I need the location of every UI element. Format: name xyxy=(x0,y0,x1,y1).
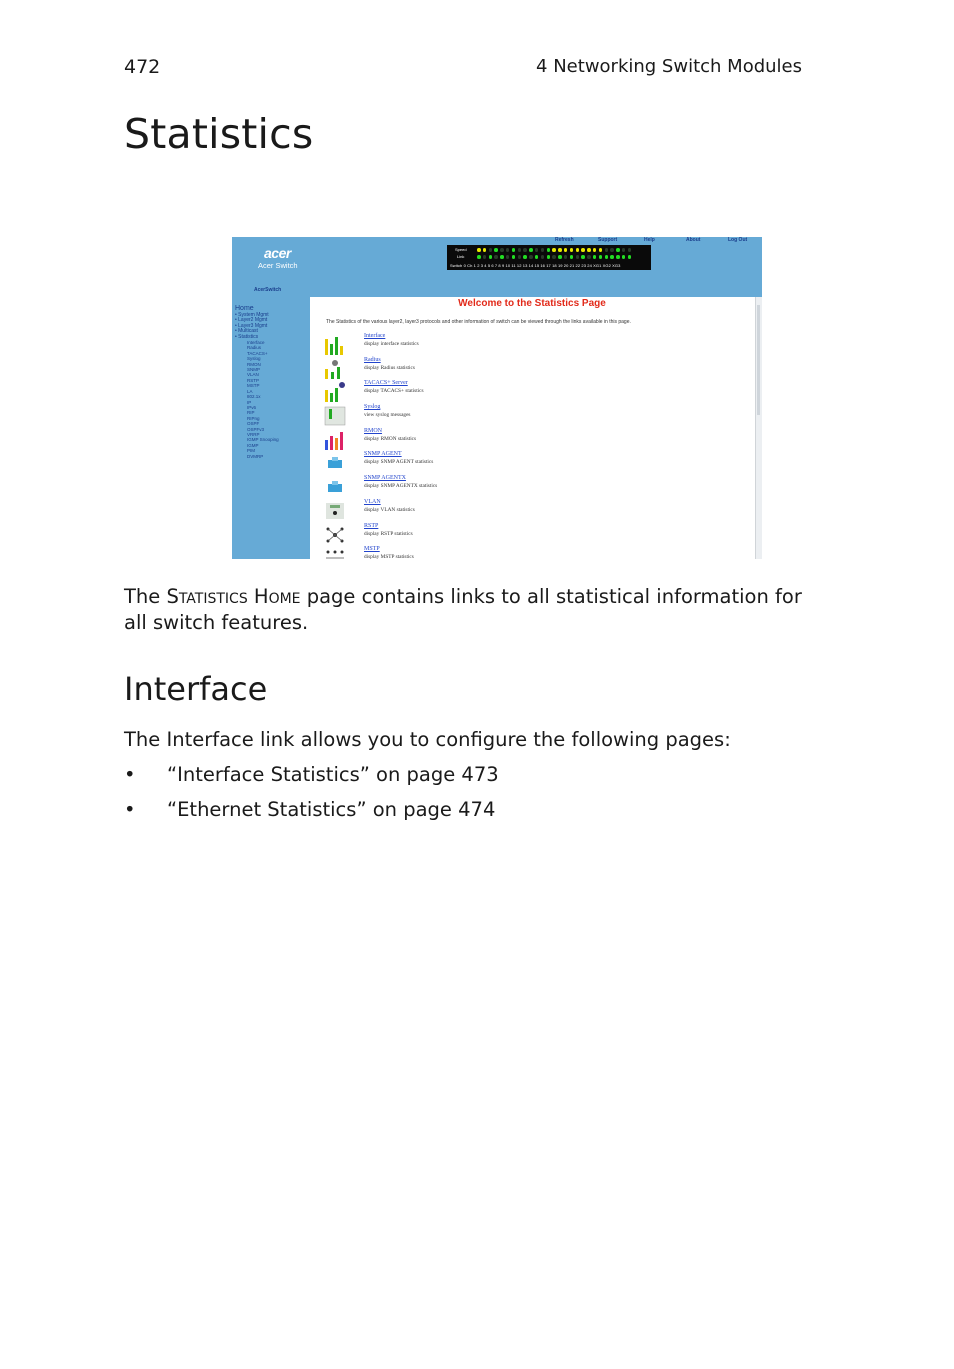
port-led xyxy=(628,248,632,252)
port-led xyxy=(570,248,574,252)
p1-text-a: The xyxy=(124,585,167,608)
port-led xyxy=(605,255,609,259)
sidebar-title: AcerSwitch xyxy=(254,287,282,293)
port-led xyxy=(570,255,574,259)
port-led xyxy=(576,248,580,252)
stat-link[interactable]: TACACS+ Server xyxy=(364,380,408,387)
port-led xyxy=(477,248,481,252)
port-led xyxy=(558,255,562,259)
sidebar-subitem[interactable]: MSTP xyxy=(247,383,260,389)
stat-desc: display VLAN statistics xyxy=(364,506,415,513)
sidebar-subitem[interactable]: OSPF xyxy=(247,421,260,427)
port-led xyxy=(610,248,614,252)
port-led xyxy=(552,255,556,259)
port-led xyxy=(529,248,533,252)
stat-desc: display SNMP AGENTX statistics xyxy=(364,483,438,490)
stat-link[interactable]: SNMP AGENTX xyxy=(364,475,406,482)
port-led xyxy=(564,248,568,252)
chart-icon xyxy=(324,382,346,402)
port-led xyxy=(512,248,516,252)
port-led xyxy=(523,248,527,252)
speed-label: Speed xyxy=(455,247,467,252)
port-led xyxy=(628,255,632,259)
sidebar-subitem[interactable]: VRRP xyxy=(247,431,260,437)
sidebar-subitem[interactable]: Radius xyxy=(247,345,262,351)
switch-label: Switch 0 Ch xyxy=(450,263,473,268)
port-led xyxy=(576,255,580,259)
stat-desc: display Radius statistics xyxy=(364,364,415,371)
sidebar-item[interactable]: • Multicast xyxy=(235,328,258,335)
stat-link[interactable]: RMON xyxy=(364,427,383,434)
bullet-text[interactable]: “Interface Statistics” on page 473 xyxy=(167,763,499,786)
port-led xyxy=(599,248,603,252)
stat-desc: display RSTP statistics xyxy=(364,530,413,537)
nav-help[interactable]: Help xyxy=(644,237,655,243)
sidebar-subitem[interactable]: SNMP xyxy=(247,367,261,373)
port-led xyxy=(610,255,614,259)
stat-link[interactable]: SNMP AGENT xyxy=(364,451,402,458)
sidebar-item[interactable]: • Layer3 Mgmt xyxy=(235,322,268,329)
sidebar-home[interactable]: Home xyxy=(235,305,254,312)
port-led xyxy=(489,248,493,252)
sidebar-subitem[interactable]: RIP xyxy=(247,410,255,416)
port-led xyxy=(599,255,603,259)
sidebar-subitem[interactable]: IGMP xyxy=(247,442,259,448)
port-led xyxy=(564,255,568,259)
section-heading: Interface xyxy=(124,670,268,708)
link-leds xyxy=(477,255,631,259)
main-content xyxy=(310,297,762,559)
sidebar-subitem[interactable]: Syslog xyxy=(247,356,261,362)
scrollbar[interactable] xyxy=(755,297,762,559)
port-led xyxy=(587,255,591,259)
sidebar-subitem[interactable]: IPv6 xyxy=(247,404,257,410)
nav-logout[interactable]: Log Out xyxy=(728,237,748,243)
port-led xyxy=(605,248,609,252)
port-led xyxy=(518,255,522,259)
welcome-heading: Welcome to the Statistics Page xyxy=(458,298,606,309)
bullet-item xyxy=(124,760,499,795)
page-title: Statistics xyxy=(124,110,314,158)
port-led xyxy=(500,248,504,252)
stat-link[interactable]: VLAN xyxy=(364,498,381,505)
port-led xyxy=(622,255,626,259)
chart-icon xyxy=(324,359,346,379)
port-led xyxy=(477,255,481,259)
port-led xyxy=(593,248,597,252)
sidebar-subitem[interactable]: Interface xyxy=(247,340,265,346)
sidebar-subitem[interactable]: RSTP xyxy=(247,377,260,383)
sidebar xyxy=(232,287,310,559)
port-led xyxy=(593,255,597,259)
port-led xyxy=(547,255,551,259)
sidebar-subitem[interactable]: IP xyxy=(247,399,252,405)
link-label: Link xyxy=(457,254,465,259)
nav-support[interactable]: Support xyxy=(598,237,618,243)
stat-desc: view syslog messages xyxy=(364,412,411,419)
nav-refresh[interactable]: Refresh xyxy=(555,237,574,243)
sidebar-subitem[interactable]: IGMP Snooping xyxy=(247,437,279,443)
intro-text: The Statistics of the various layer2, layer3 protocols and other information of switch can be viewed through the links available in this page. xyxy=(326,319,631,325)
stat-link[interactable]: Interface xyxy=(364,333,386,339)
sidebar-item[interactable]: • Statistics xyxy=(235,333,259,340)
chart-icon xyxy=(324,477,346,497)
port-number-list: 1 2 3 4 5 6 7 8 9 10 11 12 13 14 15 16 17 18 19 20 21 22 23 24 XG1 XG2 XG3 xyxy=(473,263,621,268)
port-led xyxy=(483,255,487,259)
chart-icon xyxy=(324,548,346,559)
sidebar-subitem[interactable]: LA xyxy=(247,388,253,394)
page-number: 472 xyxy=(124,56,161,78)
bullet-item xyxy=(124,795,499,830)
bullet-list xyxy=(124,760,499,830)
port-led xyxy=(506,248,510,252)
acer-logo: acer xyxy=(264,245,291,261)
chart-icon xyxy=(324,453,346,473)
stat-link[interactable]: RSTP xyxy=(364,522,379,529)
header-bar xyxy=(232,237,762,297)
port-led xyxy=(489,255,493,259)
sidebar-item[interactable]: • Layer2 Mgmt xyxy=(235,317,268,324)
sidebar-subitem[interactable]: OSPFv3 xyxy=(247,426,265,432)
speed-leds xyxy=(477,248,631,252)
body-paragraph xyxy=(124,584,824,636)
port-led xyxy=(558,248,562,252)
running-head: 4 Networking Switch Modules xyxy=(536,56,802,77)
sidebar-subitem[interactable]: RIPng xyxy=(247,415,260,421)
chart-icon xyxy=(324,501,346,521)
statistics-screenshot xyxy=(232,237,762,559)
port-led xyxy=(500,255,504,259)
port-led xyxy=(622,248,626,252)
port-led xyxy=(587,248,591,252)
port-numbers xyxy=(450,263,620,268)
bullet-dot: • xyxy=(124,798,136,821)
port-led xyxy=(512,255,516,259)
sidebar-subitem[interactable]: 802.1x xyxy=(247,394,261,400)
port-led xyxy=(494,248,498,252)
port-led xyxy=(518,248,522,252)
port-led xyxy=(616,248,620,252)
port-led xyxy=(541,255,545,259)
chart-icon xyxy=(324,525,346,545)
sidebar-subitem[interactable]: VLAN xyxy=(247,372,259,378)
stat-desc: display SNMP AGENT statistics xyxy=(364,459,434,466)
sidebar-subitem[interactable]: DVMRP xyxy=(247,453,264,459)
bullet-dot: • xyxy=(124,763,136,786)
port-led xyxy=(535,255,539,259)
nav-about[interactable]: About xyxy=(686,237,701,243)
logo-subtitle: Acer Switch xyxy=(258,261,298,270)
sidebar-subitem[interactable]: RMON xyxy=(247,361,261,367)
stat-link[interactable]: Syslog xyxy=(364,404,381,411)
bullet-text[interactable]: “Ethernet Statistics” on page 474 xyxy=(167,798,496,821)
port-led xyxy=(541,248,545,252)
port-led xyxy=(506,255,510,259)
stat-desc: display RMON statistics xyxy=(364,435,417,442)
port-led xyxy=(616,255,620,259)
port-led xyxy=(483,248,487,252)
sidebar-menu xyxy=(235,305,279,459)
stat-link[interactable]: MSTP xyxy=(364,546,380,553)
port-led xyxy=(552,248,556,252)
chart-icon xyxy=(324,335,346,355)
sidebar-subitem[interactable]: PIM xyxy=(247,448,256,454)
p1-smallcaps: Statistics Home xyxy=(166,585,301,608)
port-led xyxy=(494,255,498,259)
port-led xyxy=(529,255,533,259)
port-led xyxy=(535,248,539,252)
stat-link[interactable]: Radius xyxy=(364,356,381,363)
stat-desc: display interface statistics xyxy=(364,341,419,347)
sidebar-subitem[interactable]: TACACS+ xyxy=(247,350,268,356)
p1-text-b: page contains links to all statistical information for all switch features. xyxy=(124,585,802,634)
port-led xyxy=(581,248,585,252)
stat-desc: display MSTP statistics xyxy=(364,554,414,559)
chart-icon xyxy=(324,430,346,450)
sidebar-item[interactable]: • System Mgmt xyxy=(235,312,269,318)
scroll-thumb[interactable] xyxy=(757,305,760,415)
port-led xyxy=(547,248,551,252)
section-intro: The Interface link allows you to configure the following pages: xyxy=(124,728,731,751)
port-panel xyxy=(447,245,651,270)
port-led xyxy=(581,255,585,259)
port-led xyxy=(523,255,527,259)
stat-desc: display TACACS+ statistics xyxy=(364,388,424,395)
chart-icon xyxy=(324,406,346,426)
